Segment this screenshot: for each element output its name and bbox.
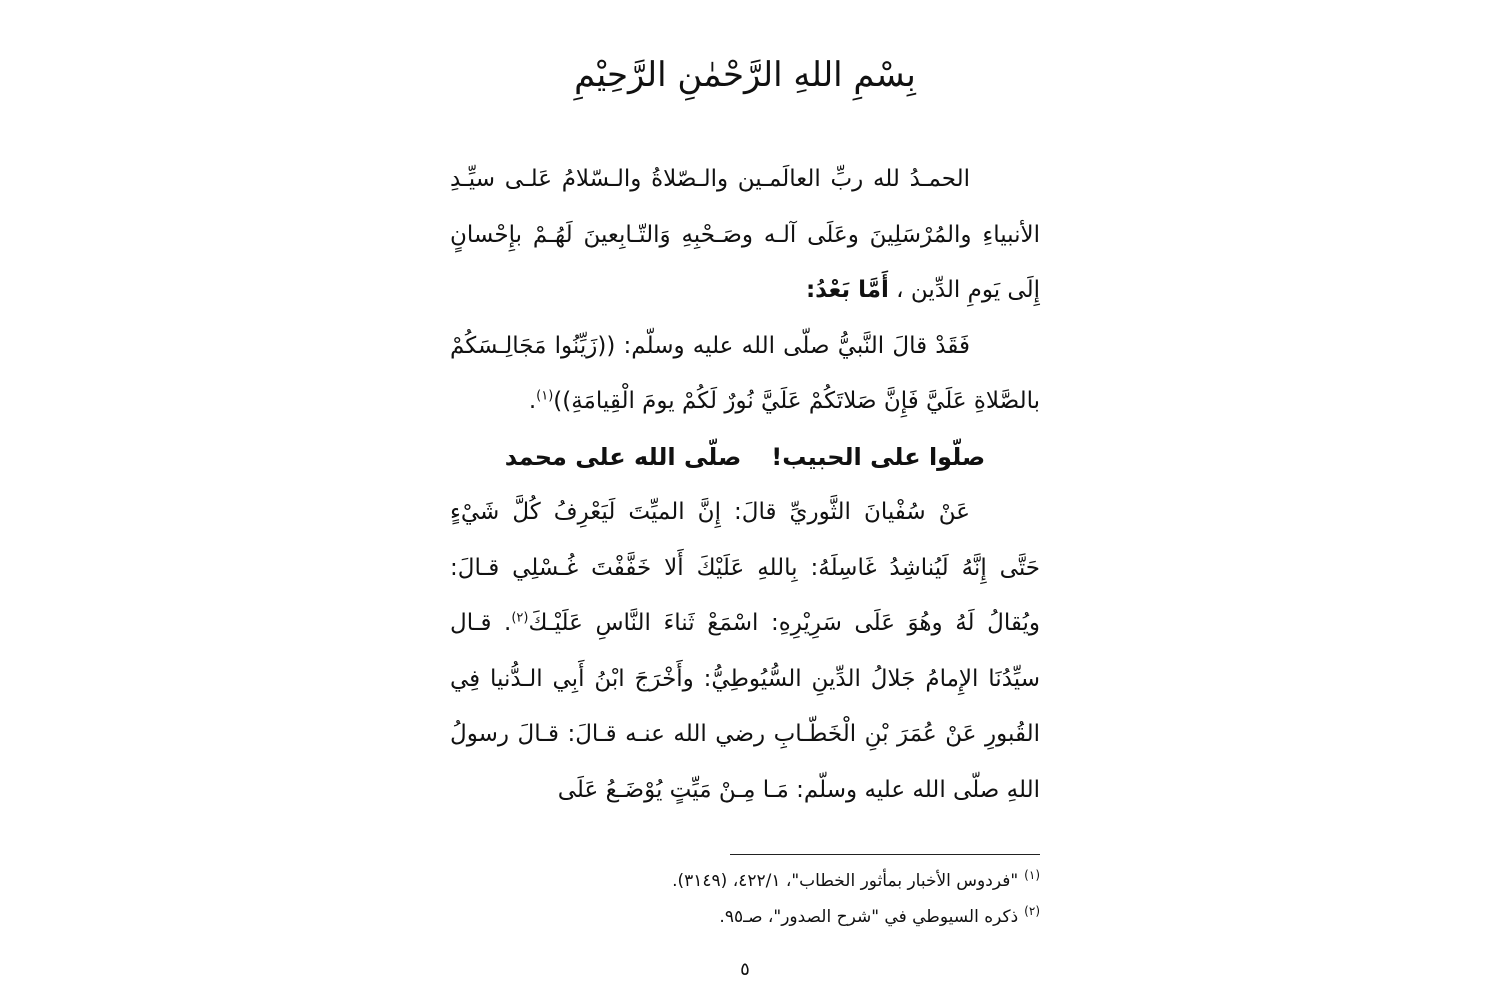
hadith-text: فَقَدْ قالَ النَّبيُّ صلّى الله عليه وسلّم: ((زَيِّنُوا مَجَالِـسَكُمْ بالصَّلاةِ عَلَيَّ فَإِنَّ صَلاتَكُمْ عَلَيَّ نُورٌ لَكُمْ يومَ الْقِيامَةِ)) [450, 332, 1040, 414]
footnote-1-mark: (١) [1024, 868, 1040, 883]
footnote-2-mark: (٢) [1024, 904, 1040, 919]
narration-paragraph [450, 485, 1040, 818]
opening-text: الحمـدُ لله ربِّ العالَمـين والـصّلاةُ والـسّلامُ عَلـى سيِّـدِ الأنبياءِ والمُرْسَلِينَ وعَلَى آلـه وصَـحْبِهِ وَالتّـابِعينَ لَهُـمْ بإِحْسانٍ إِلَى يَومِ الدِّين ، [450, 166, 1040, 303]
opening-paragraph [450, 152, 1040, 319]
footnote-divider [730, 854, 1040, 855]
basmala-header: بِسْمِ اللهِ الرَّحْمٰنِ الرَّحِيْمِ [574, 55, 916, 95]
page-number: ٥ [740, 959, 750, 980]
narration-text-2: . قـال سيِّدُنَا الإِمامُ جَلالُ الدِّينِ السُّيُوطِيُّ: وأَخْرَجَ ابْنُ أَبِي الـدُّنيا فِي القُبورِ عَنْ عُمَرَ بْنِ الْخَطّـابِ رضي الله عنـه قـالَ: قـالَ رسولُ اللهِ صلّى الله عليه وسلّم: مَـا مِـنْ مَيِّتٍ يُوْضَـعُ عَلَى [450, 610, 1040, 803]
salawat-heading [450, 430, 1040, 486]
footnote-ref-2[interactable]: (٢) [511, 610, 529, 626]
footnote-1-text: "فردوس الأخبار بمأثور الخطاب"، ٤٢٢/١، (٣١٤٩). [672, 871, 1019, 891]
footnote-ref-1[interactable]: (١) [536, 388, 554, 404]
hadith-end: . [528, 388, 537, 414]
narration-text-1: عَنْ سُفْيانَ الثَّوريِّ قالَ: إِنَّ الميِّتَ لَيَعْرِفُ كُلَّ شَيْءٍ حَتَّى إِنَّهُ لَيُناشِدُ غَاسِلَهُ: بِاللهِ عَلَيْكَ أَلا خَفَّفْتَ غُـسْلِي قـالَ: ويُقالُ لَهُ وهُوَ عَلَى سَرِيْرِهِ: اسْمَعْ ثَناءَ النَّاسِ عَلَيْـكَ [450, 499, 1040, 636]
footnotes-section [672, 854, 1040, 935]
heading-part-2: صلّى الله على محمد [504, 442, 742, 471]
main-text [450, 152, 1040, 818]
hadith-paragraph [450, 319, 1040, 430]
footnote-2 [719, 899, 1040, 935]
footnote-2-text: ذكره السيوطي في "شرح الصدور"، صـ٩٥. [719, 907, 1019, 927]
heading-part-1: صلّوا على الحبيب! [771, 442, 986, 471]
amma-badu: أَمَّا بَعْدُ: [805, 277, 889, 303]
footnote-1 [672, 863, 1040, 899]
book-page [450, 40, 1040, 990]
